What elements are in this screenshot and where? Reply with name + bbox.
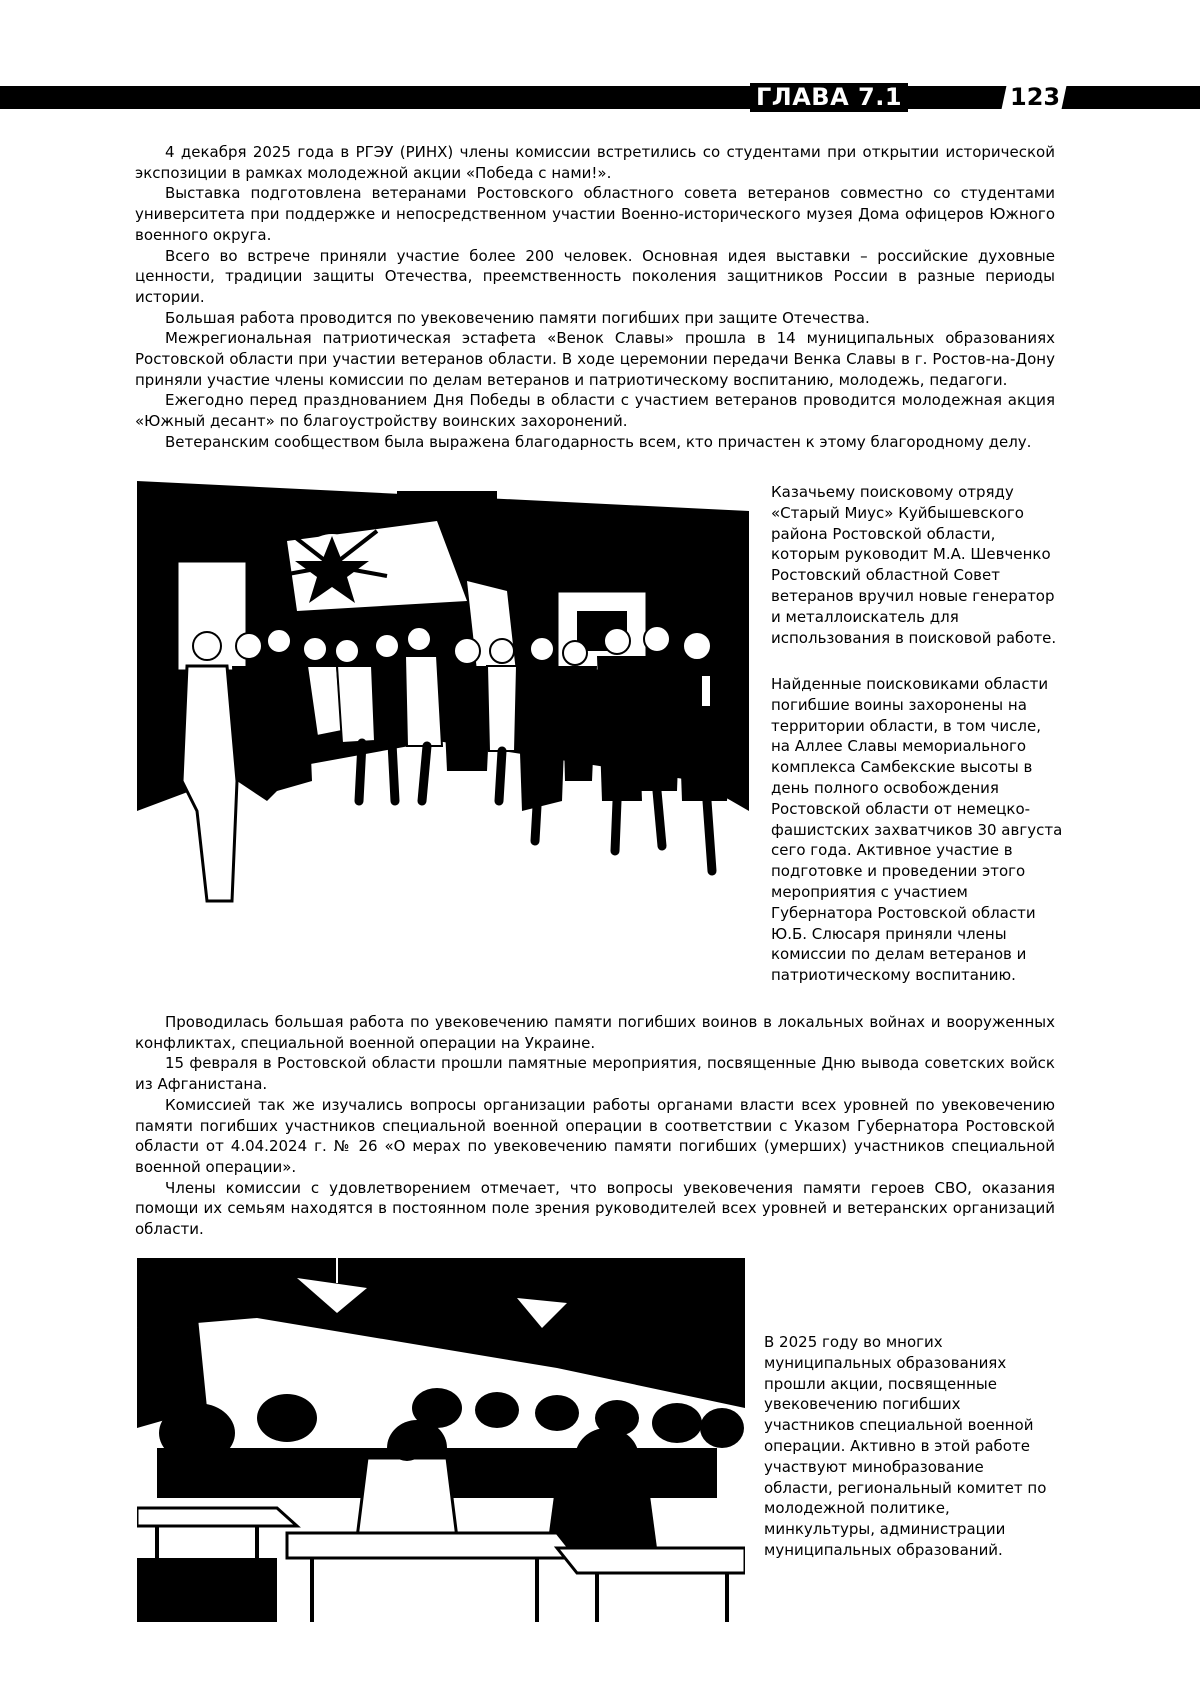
paragraph: Всего во встрече приняли участие более 200 человек. Основная идея выставки – российские духовные ценности, традиции защиты Отечества, преемственность поколения защитников России в разные периоды истории. (135, 246, 1055, 306)
text-block-top (135, 142, 1055, 453)
paragraph: Комиссией так же изучались вопросы организации работы органами власти всех уровней по увековечению памяти погибших участников специальной военной операции в соответствии с Указом Губернатора Ростовской области от 4.04.2024 г. № 26 «О мерах по увековечению памяти погибших (умерших) участников специальной военной операции». (135, 1095, 1055, 1176)
paragraph: Ветеранским сообществом была выражена благодарность всем, кто причастен к этому благородному делу. (165, 432, 1032, 451)
paragraph: Члены комиссии с удовлетворением отмечает, что вопросы увековечения памяти героев СВО, оказания помощи их семьям находятся в постоянном поле зрения руководителей всех уровней и ветеранских организаций области. (135, 1178, 1055, 1239)
paragraph: 4 декабря 2025 года в РГЭУ (РИНХ) члены комиссии встретились со студентами при открытии исторической экспозиции в рамках молодежной акции «Победа с нами!». (135, 143, 1055, 182)
page-number: 123 (1010, 83, 1061, 111)
classroom-photo (137, 1258, 745, 1622)
caption-municipal-actions: В 2025 году во многих муниципальных образованиях прошли акции, посвященные увековечению погибших участников специальной военной операции. Активно в этой работе участвуют минобразование области, региональный комитет по молодежной политике, минкультуры, администрации муниципальных образований. (764, 1333, 1047, 1559)
paragraph: Ежегодно перед празднованием Дня Победы в области с участием ветеранов проводится молодежная акция «Южный десант» по благоустройству воинских захоронений. (135, 391, 1055, 431)
group-photo (137, 481, 749, 955)
paragraph: 15 февраля в Ростовской области прошли памятные мероприятия, посвященные Дню вывода советских войск из Афганистана. (135, 1054, 1055, 1094)
paragraph: Выставка подготовлена ветеранами Ростовского областного совета ветеранов совместно со студентами университета при поддержке и непосредственном участии Военно-исторического музея Дома офицеров Южного военного округа. (135, 184, 1055, 244)
paragraph: Большая работа проводится по увековечению памяти погибших при защите Отечества. (165, 308, 870, 327)
text-block-middle (135, 1012, 1055, 1240)
paragraph: Межрегиональная патриотическая эстафета «Венок Славы» прошла в 14 муниципальных образованиях Ростовской области при участии ветеранов области. В ходе церемонии передачи Венка Славы в г. Ростов-на-Дону приняли участие члены комиссии по делам ветеранов и патриотическому воспитанию, молодежь, педагоги. (135, 329, 1055, 389)
paragraph: Проводилась большая работа по увековечению памяти погибших воинов в локальных войнах и вооруженных конфликтах, специальной военной операции на Украине. (135, 1013, 1055, 1052)
caption-sambek-heights: Найденные поисковиками области погибшие воины захоронены на территории области, в том числе, на Аллее Славы мемориального комплекса Самбекские высоты в день полного освобождения Ростовской области от немецко-фашистских захватчиков 30 августа сего года. Активное участие в подготовке и проведении этого мероприятия с участием Губернатора Ростовской области Ю.Б. Слюсаря приняли члены комиссии по делам ветеранов и патриотическому воспитанию. (771, 675, 1063, 985)
caption-search-team: Казачьему поисковому отряду «Старый Миус» Куйбышевского района Ростовской области, которым руководит М.А. Шевченко Ростовский областной Совет ветеранов вручил новые генератор и металлоискатель для использования в поисковой работе. (771, 483, 1057, 647)
chapter-title: ГЛАВА 7.1 (750, 83, 908, 112)
